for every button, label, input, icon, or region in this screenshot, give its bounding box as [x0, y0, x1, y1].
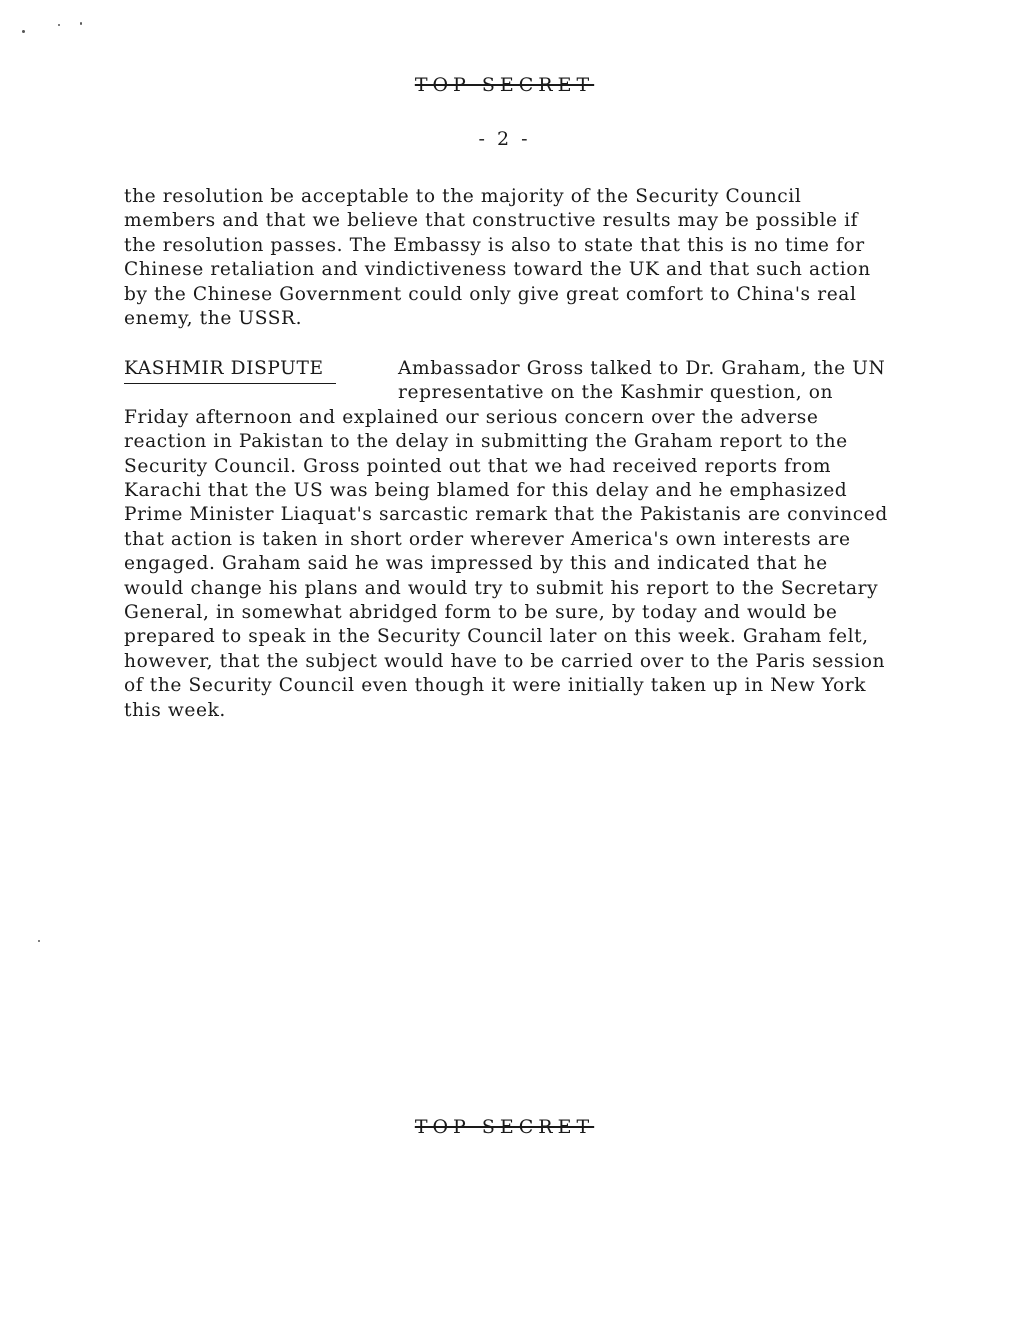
- kashmir-section: [124, 357, 894, 723]
- section-heading: [124, 357, 336, 395]
- section-heading-text: KASHMIR DISPUTE: [124, 358, 324, 379]
- body-paragraph-1: the resolution be acceptable to the majority of the Security Council members and that we believe that constructive results may be possible if the resolution passes. The Embassy is also to state that this is no time for Chinese retaliation and vindictiveness toward the UK and that such action by the Chinese Government could only give great comfort to China's real enemy, the USSR.: [124, 186, 871, 330]
- classification-text: TOP SECRET: [414, 1116, 595, 1138]
- top-classification-marking: [0, 74, 1009, 96]
- scan-speck: [80, 22, 82, 25]
- bottom-classification-marking: [0, 1116, 1009, 1138]
- scan-speck: [58, 24, 60, 26]
- section-heading-underline: [124, 383, 336, 384]
- page-number: - 2 -: [478, 128, 531, 150]
- scan-speck: [38, 940, 40, 942]
- scan-speck: [22, 30, 25, 33]
- classification-text: TOP SECRET: [414, 74, 595, 96]
- body-paragraph-2: Ambassador Gross talked to Dr. Graham, the UN representative on the Kashmir question, on Friday afternoon and explained our serious concern over the adverse reaction in Pakistan to the delay in submitting the Graham report to the Security Council. Gross pointed out that we had received reports from Karachi that the US was being blamed for this delay and he emphasized Prime Minister Liaquat's sarcastic remark that the Pakistanis are convinced that action is taken in short order wherever America's own interests are engaged. Graham said he was impressed by this and indicated that he would change his plans and would try to submit his report to the Secretary General, in somewhat abridged form to be sure, by today and would be prepared to speak in the Security Council later on this week. Graham felt, however, that the subject would have to be carried over to the Paris session of the Security Council even though it were initially taken up in New York this week.: [124, 358, 888, 721]
